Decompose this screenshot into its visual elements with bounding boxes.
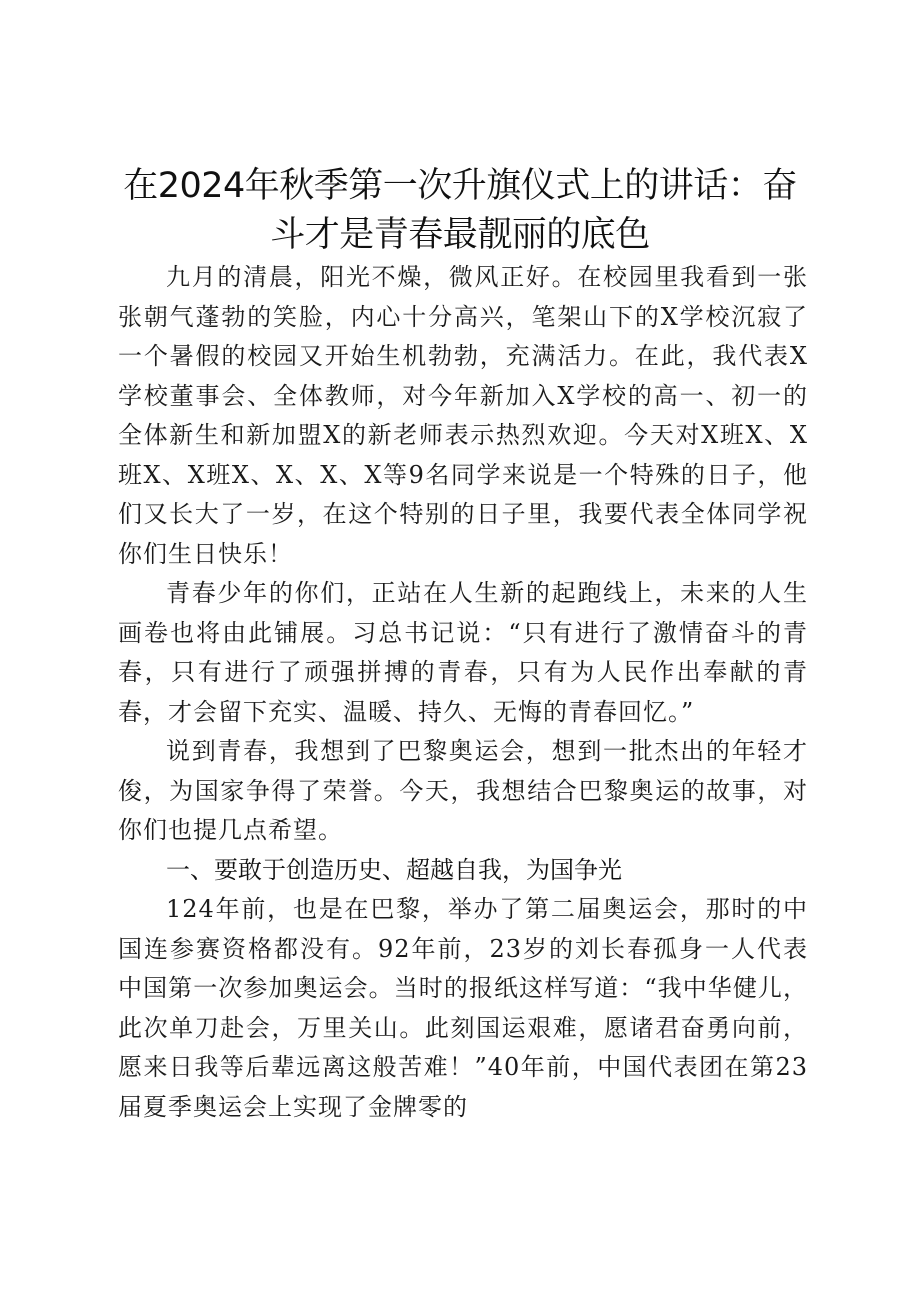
section-heading-1: 一、要敢于创造历史、超越自我，为国争光 <box>166 855 622 884</box>
paragraph-opening: 九月的清晨，阳光不燥，微风正好。在校园里我看到一张张朝气蓬勃的笑脸，内心十分高兴，笔架山下的X学校沉寂了一个暑假的校园又开始生机勃勃，充满活力。在此，我代表X学校董事会、全体教师，对今年新加入X学校的高一、初一的全体新生和新加盟X的新老师表示热烈欢迎。今天对X班X、X班X、X班X、X、X、X等9名同学来说是一个特殊的日子，他们又长大了一岁，在这个特别的日子里，我要代表全体同学祝你们生日快乐！ <box>118 263 808 568</box>
paragraph-youth-quote: 青春少年的你们，正站在人生新的起跑线上，未来的人生画卷也将由此铺展。习总书记说：“只有进行了激情奋斗的青春，只有进行了顽强拼搏的青春，只有为人民作出奉献的青春，才会留下充实、温暖、持久、无悔的青春回忆。” <box>118 579 808 726</box>
paragraph-paris-olympics: 说到青春，我想到了巴黎奥运会，想到一批杰出的年轻才俊，为国家争得了荣誉。今天，我想结合巴黎奥运的故事，对你们也提几点希望。 <box>118 737 808 844</box>
document-title: 在2024年秋季第一次升旗仪式上的讲话：奋斗才是青春最靓丽的底色 <box>123 166 797 255</box>
paragraph-history: 124年前，也是在巴黎，举办了第二届奥运会，那时的中国连参赛资格都没有。92年前，23岁的刘长春孤身一人代表中国第一次参加奥运会。当时的报纸这样写道：“我中华健儿，此次单刀赴会，万里关山。此刻国运艰难，愿诸君奋勇向前，愿来日我等后辈远离这般苦难！”40年前，中国代表团在第23届夏季奥运会上实现了金牌零的 <box>118 895 808 1121</box>
document-body <box>118 258 808 1127</box>
